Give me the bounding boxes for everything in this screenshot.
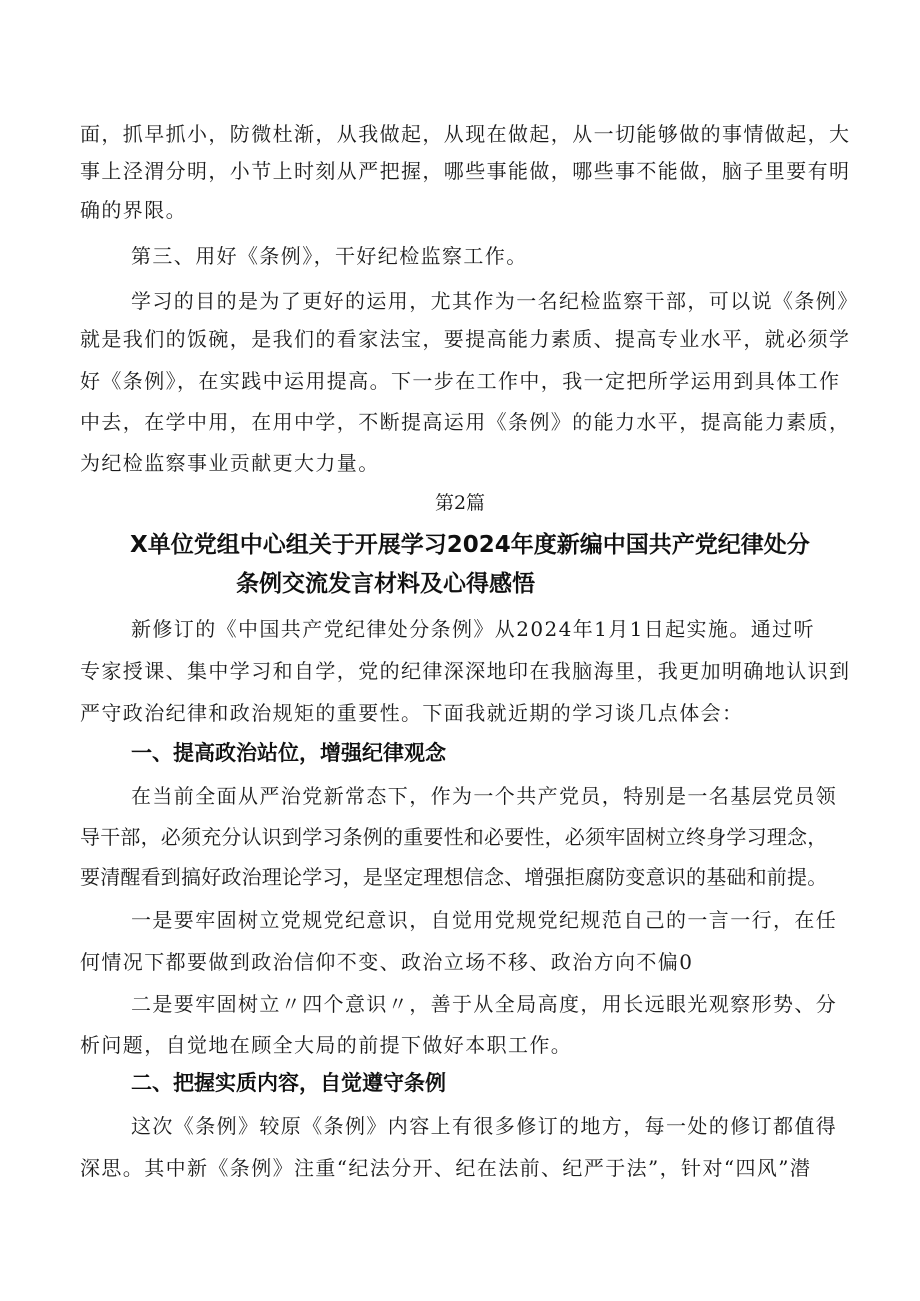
text-line: 析问题，自觉地在顾全大局的前提下做好本职工作。 [80,1033,573,1057]
text-line: 专家授课、集中学习和自学，党的纪律深深地印在我脑海里，我更加明确地认识到 [80,659,851,683]
section-heading-1: 一、提高政治站位，增强纪律观念 [131,741,446,765]
section-heading-2: 二、把握实质内容，自觉遵守条例 [131,1071,446,1095]
text-line: 事上泾渭分明，小节上时刻从严把握，哪些事能做，哪些事不能做，脑子里要有明 [80,159,851,183]
text-line: 深思。其中新《条例》注重“纪法分开、纪在法前、纪严于法”，针对“四风”潜 [80,1156,812,1180]
text-line: 何情况下都要做到政治信仰不变、政治立场不移、政治方向不偏0 [80,950,694,974]
text-line: 这次《条例》较原《条例》内容上有很多修订的地方，每一处的修订都值得 [131,1114,838,1138]
piece-number-label: 第2篇 [434,492,486,514]
text-line: 面，抓早抓小，防微杜渐，从我做起，从现在做起，从一切能够做的事情做起，大 [80,122,851,146]
text-line: 导干部，必须充分认识到学习条例的重要性和必要性，必须牢固树立终身学习理念， [80,825,828,849]
text-line: 为纪检监察事业贡献更大力量。 [80,451,380,475]
article-title-line1: X单位党组中心组关于开展学习2024年度新编中国共产党纪律处分 [130,532,810,558]
text-line: 学习的目的是为了更好的运用，尤其作为一名纪检监察干部，可以说《条例》 [131,289,859,313]
text-line: 一是要牢固树立党规党纪意识，自觉用党规党纪规范自己的一言一行，在任 [131,908,838,932]
text-line: 新修订的《中国共产党纪律处分条例》从2024年1月1日起实施。通过听 [131,617,815,641]
section-heading-third: 第三、用好《条例》，干好纪检监察工作。 [131,244,528,268]
text-line: 就是我们的饭碗，是我们的看家法宝，要提高能力素质、提高专业水平，就必须学 [80,327,851,351]
text-line: 中去，在学中用，在用中学，不断提高运用《条例》的能力水平，提高能力素质， [80,410,851,434]
text-line: 在当前全面从严治党新常态下，作为一个共产党员，特别是一名基层党员领 [131,784,838,808]
text-line: 要清醒看到搞好政治理论学习，是坚定理想信念、增强拒腐防变意识的基础和前提。 [80,865,828,889]
article-title-line2: 条例交流发言材料及心得感悟 [236,571,535,597]
text-line: 严守政治纪律和政治规矩的重要性。下面我就近期的学习谈几点体会： [80,701,744,725]
text-line: 好《条例》，在实践中运用提高。下一步在工作中，我一定把所学运用到具体工作 [80,369,841,393]
text-line: 二是要牢固树立〃四个意识〃，善于从全局高度，用长远眼光观察形势、分 [131,992,838,1016]
text-line: 确的界限。 [80,198,187,222]
